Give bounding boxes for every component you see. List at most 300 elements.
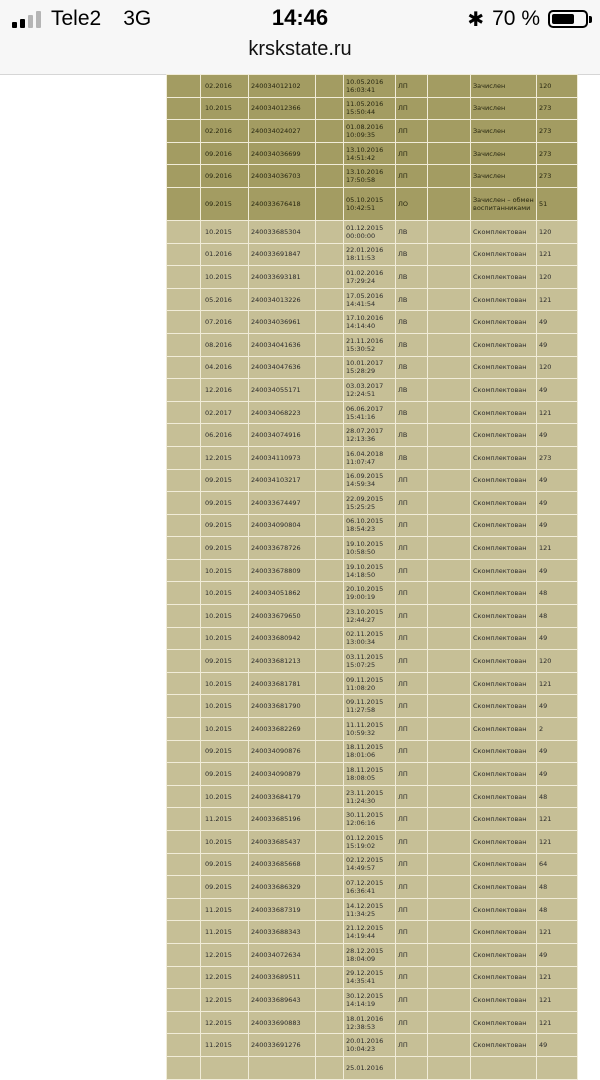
table-row xyxy=(167,266,578,289)
cell-blank xyxy=(428,921,471,944)
table-row xyxy=(167,582,578,605)
cell-application-number: 240034047636 xyxy=(249,356,316,379)
cell-blank xyxy=(316,785,344,808)
cell-blank xyxy=(428,492,471,515)
cell-application-number: 240033690883 xyxy=(249,1011,316,1034)
cell-group: 121 xyxy=(537,401,578,424)
cell-type: ЛВ xyxy=(396,424,428,447)
cell-blank xyxy=(316,120,344,143)
cell-blank xyxy=(167,120,201,143)
cell-datetime: 06.10.2015 18:54:23 xyxy=(344,514,396,537)
cell-application-number: 240034036699 xyxy=(249,142,316,165)
cell-datetime: 03.11.2015 15:07:25 xyxy=(344,650,396,673)
cell-period: 09.2015 xyxy=(201,469,249,492)
cell-status: Скомплектован xyxy=(471,514,537,537)
table-row xyxy=(167,1011,578,1034)
cell-blank xyxy=(167,1011,201,1034)
cell-blank xyxy=(167,401,201,424)
cell-period: 10.2015 xyxy=(201,831,249,854)
cell-status: Скомплектован xyxy=(471,288,537,311)
cell-status: Скомплектован xyxy=(471,672,537,695)
cell-application-number: 240033681790 xyxy=(249,695,316,718)
cell-datetime: 22.09.2015 15:25:25 xyxy=(344,492,396,515)
cell-application-number: 240033688343 xyxy=(249,921,316,944)
battery-icon xyxy=(548,10,588,28)
cell-blank xyxy=(316,876,344,899)
cell-type xyxy=(396,1056,428,1079)
table-row xyxy=(167,401,578,424)
cell-application-number xyxy=(249,1056,316,1079)
cell-period: 12.2016 xyxy=(201,379,249,402)
cell-blank xyxy=(428,1011,471,1034)
cell-status: Скомплектован xyxy=(471,559,537,582)
table-row xyxy=(167,559,578,582)
cell-blank xyxy=(316,165,344,188)
status-right xyxy=(467,6,588,32)
cell-application-number: 240033674497 xyxy=(249,492,316,515)
cell-group: 49 xyxy=(537,469,578,492)
cell-blank xyxy=(167,763,201,786)
cell-datetime: 09.11.2015 11:08:20 xyxy=(344,672,396,695)
cell-period: 01.2016 xyxy=(201,243,249,266)
table-row xyxy=(167,333,578,356)
cell-period: 09.2015 xyxy=(201,876,249,899)
table-row xyxy=(167,876,578,899)
cell-blank xyxy=(316,401,344,424)
table-row xyxy=(167,165,578,188)
cell-group: 120 xyxy=(537,220,578,243)
cell-blank xyxy=(428,898,471,921)
cell-status: Скомплектован xyxy=(471,831,537,854)
cell-application-number: 240033686329 xyxy=(249,876,316,899)
cell-status: Скомплектован xyxy=(471,876,537,899)
cell-status: Скомплектован xyxy=(471,695,537,718)
table-row xyxy=(167,740,578,763)
cell-type: ЛП xyxy=(396,142,428,165)
cell-blank xyxy=(167,537,201,560)
cell-blank xyxy=(428,446,471,469)
cell-datetime: 17.05.2016 14:41:54 xyxy=(344,288,396,311)
cell-period: 11.2015 xyxy=(201,1034,249,1057)
cell-type: ЛВ xyxy=(396,243,428,266)
cell-period: 09.2015 xyxy=(201,763,249,786)
cell-datetime: 01.12.2015 00:00:00 xyxy=(344,220,396,243)
cell-blank xyxy=(167,97,201,120)
cell-blank xyxy=(428,695,471,718)
cell-group: 49 xyxy=(537,492,578,515)
cell-datetime: 21.11.2016 15:30:52 xyxy=(344,333,396,356)
cell-status: Скомплектован xyxy=(471,492,537,515)
cell-blank xyxy=(428,514,471,537)
cell-blank xyxy=(428,356,471,379)
cell-datetime: 13.10.2016 14:51:42 xyxy=(344,142,396,165)
cell-blank xyxy=(316,187,344,220)
cell-type: ЛВ xyxy=(396,266,428,289)
cell-datetime: 20.01.2016 10:04:23 xyxy=(344,1034,396,1057)
cell-blank xyxy=(167,356,201,379)
cell-datetime: 16.04.2018 11:07:47 xyxy=(344,446,396,469)
table-row xyxy=(167,943,578,966)
cell-type: ЛП xyxy=(396,672,428,695)
cell-period: 07.2016 xyxy=(201,311,249,334)
cell-application-number: 240033689643 xyxy=(249,989,316,1012)
cell-application-number: 240034012102 xyxy=(249,75,316,98)
cell-status: Зачислен xyxy=(471,142,537,165)
cell-datetime: 01.02.2016 17:29:24 xyxy=(344,266,396,289)
cell-status: Скомплектован xyxy=(471,401,537,424)
cell-type: ЛП xyxy=(396,1034,428,1057)
cell-datetime: 11.11.2015 10:59:32 xyxy=(344,718,396,741)
cell-datetime: 18.01.2016 12:38:53 xyxy=(344,1011,396,1034)
cell-blank xyxy=(428,876,471,899)
cell-blank xyxy=(428,165,471,188)
cell-type: ЛП xyxy=(396,943,428,966)
cell-blank xyxy=(316,650,344,673)
cell-application-number: 240033685668 xyxy=(249,853,316,876)
cell-datetime: 16.09.2015 14:59:34 xyxy=(344,469,396,492)
cell-status: Скомплектован xyxy=(471,266,537,289)
table-row xyxy=(167,627,578,650)
cell-datetime: 10.05.2016 16:03:41 xyxy=(344,75,396,98)
cell-group: 273 xyxy=(537,165,578,188)
cell-group: 120 xyxy=(537,650,578,673)
cell-application-number: 240033689511 xyxy=(249,966,316,989)
table-row xyxy=(167,446,578,469)
cell-blank xyxy=(167,808,201,831)
cell-blank xyxy=(316,142,344,165)
cell-group: 49 xyxy=(537,333,578,356)
cell-blank xyxy=(316,492,344,515)
cell-blank xyxy=(316,559,344,582)
cell-period: 10.2015 xyxy=(201,672,249,695)
cell-status: Скомплектован xyxy=(471,785,537,808)
cell-blank xyxy=(167,898,201,921)
cell-status: Скомплектован xyxy=(471,1034,537,1057)
cell-group: 120 xyxy=(537,75,578,98)
bluetooth-icon: ✱ xyxy=(467,8,485,31)
cell-status: Зачислен – обмен воспитанниками xyxy=(471,187,537,220)
cell-period: 12.2015 xyxy=(201,446,249,469)
cell-status: Скомплектован xyxy=(471,763,537,786)
cell-blank xyxy=(316,831,344,854)
cell-blank xyxy=(167,266,201,289)
cell-datetime: 07.12.2015 16:36:41 xyxy=(344,876,396,899)
table-row xyxy=(167,120,578,143)
cell-blank xyxy=(167,469,201,492)
cell-type: ЛП xyxy=(396,853,428,876)
cell-period: 11.2015 xyxy=(201,921,249,944)
cell-datetime: 30.12.2015 14:14:19 xyxy=(344,989,396,1012)
table-row xyxy=(167,989,578,1012)
cell-type: ЛВ xyxy=(396,401,428,424)
table-row xyxy=(167,921,578,944)
cell-blank xyxy=(167,220,201,243)
cell-period: 09.2015 xyxy=(201,187,249,220)
cell-datetime: 22.01.2016 18:11:53 xyxy=(344,243,396,266)
cell-blank xyxy=(428,740,471,763)
cell-period: 10.2015 xyxy=(201,559,249,582)
cell-blank xyxy=(167,559,201,582)
table-row xyxy=(167,785,578,808)
cell-status: Скомплектован xyxy=(471,966,537,989)
cell-datetime: 09.11.2015 11:27:58 xyxy=(344,695,396,718)
cell-group: 121 xyxy=(537,672,578,695)
cell-group: 121 xyxy=(537,808,578,831)
cell-type: ЛВ xyxy=(396,288,428,311)
cell-datetime: 29.12.2015 14:35:41 xyxy=(344,966,396,989)
cell-blank xyxy=(428,288,471,311)
table-row xyxy=(167,853,578,876)
cell-period: 10.2015 xyxy=(201,97,249,120)
cell-type: ЛП xyxy=(396,785,428,808)
cell-blank xyxy=(316,763,344,786)
cell-blank xyxy=(428,537,471,560)
cell-blank xyxy=(167,379,201,402)
cell-status: Скомплектован xyxy=(471,379,537,402)
cell-blank xyxy=(428,469,471,492)
table-row xyxy=(167,424,578,447)
cell-type: ЛП xyxy=(396,966,428,989)
cell-blank xyxy=(316,605,344,628)
cell-status: Скомплектован xyxy=(471,424,537,447)
cell-datetime: 19.10.2015 14:18:50 xyxy=(344,559,396,582)
cell-blank xyxy=(316,220,344,243)
cell-datetime: 05.10.2015 10:42:51 xyxy=(344,187,396,220)
cell-group: 49 xyxy=(537,943,578,966)
cell-blank xyxy=(167,142,201,165)
cell-blank xyxy=(167,1034,201,1057)
cell-blank xyxy=(167,650,201,673)
cell-blank xyxy=(316,943,344,966)
cell-status: Скомплектован xyxy=(471,446,537,469)
table-row xyxy=(167,187,578,220)
cell-type: ЛП xyxy=(396,559,428,582)
cell-status: Скомплектован xyxy=(471,718,537,741)
cell-blank xyxy=(316,288,344,311)
cell-blank xyxy=(316,718,344,741)
cell-datetime: 20.10.2015 19:00:19 xyxy=(344,582,396,605)
cell-group xyxy=(537,1056,578,1079)
cell-blank xyxy=(316,921,344,944)
cell-blank xyxy=(428,650,471,673)
cell-application-number: 240034074916 xyxy=(249,424,316,447)
cell-application-number: 240034090804 xyxy=(249,514,316,537)
cell-type: ЛП xyxy=(396,989,428,1012)
cell-blank xyxy=(316,333,344,356)
cell-blank xyxy=(167,165,201,188)
cell-blank xyxy=(167,1056,201,1079)
cell-status: Скомплектован xyxy=(471,333,537,356)
cell-datetime: 23.11.2015 11:24:30 xyxy=(344,785,396,808)
cell-blank xyxy=(428,120,471,143)
cell-blank xyxy=(428,785,471,808)
cell-period: 02.2016 xyxy=(201,120,249,143)
cell-group: 121 xyxy=(537,288,578,311)
cell-blank xyxy=(316,97,344,120)
cell-datetime: 23.10.2015 12:44:27 xyxy=(344,605,396,628)
network-type: 3G xyxy=(123,7,152,30)
cell-blank xyxy=(316,853,344,876)
cell-type: ЛО xyxy=(396,187,428,220)
cell-blank xyxy=(167,921,201,944)
cell-blank xyxy=(167,740,201,763)
cell-group: 273 xyxy=(537,97,578,120)
cell-period: 10.2015 xyxy=(201,220,249,243)
cell-datetime: 25.01.2016 xyxy=(344,1056,396,1079)
cell-blank xyxy=(316,966,344,989)
cell-group: 273 xyxy=(537,120,578,143)
cell-type: ЛП xyxy=(396,1011,428,1034)
cell-group: 48 xyxy=(537,785,578,808)
cell-group: 49 xyxy=(537,379,578,402)
cell-application-number: 240033682269 xyxy=(249,718,316,741)
cell-application-number: 240033685437 xyxy=(249,831,316,854)
cell-group: 120 xyxy=(537,356,578,379)
cell-blank xyxy=(316,514,344,537)
cell-blank xyxy=(428,853,471,876)
cell-period: 09.2015 xyxy=(201,492,249,515)
cell-blank xyxy=(428,943,471,966)
cell-type: ЛП xyxy=(396,514,428,537)
cell-type: ЛП xyxy=(396,492,428,515)
table-row xyxy=(167,808,578,831)
table-row xyxy=(167,718,578,741)
cell-blank xyxy=(167,424,201,447)
cell-application-number: 240034110973 xyxy=(249,446,316,469)
cell-status: Скомплектован xyxy=(471,537,537,560)
table-row xyxy=(167,75,578,98)
cell-status: Скомплектован xyxy=(471,605,537,628)
cell-datetime: 21.12.2015 14:19:44 xyxy=(344,921,396,944)
cell-status: Скомплектован xyxy=(471,243,537,266)
cell-blank xyxy=(316,695,344,718)
cell-blank xyxy=(316,582,344,605)
cell-blank xyxy=(428,243,471,266)
cell-group: 49 xyxy=(537,1034,578,1057)
cell-datetime: 18.11.2015 18:01:06 xyxy=(344,740,396,763)
cell-status: Скомплектован xyxy=(471,582,537,605)
cell-application-number: 240033691847 xyxy=(249,243,316,266)
cell-type: ЛП xyxy=(396,718,428,741)
battery-percent: 70 % xyxy=(492,7,540,30)
cell-period xyxy=(201,1056,249,1079)
cell-datetime: 06.06.2017 15:41:16 xyxy=(344,401,396,424)
cell-application-number: 240034090879 xyxy=(249,763,316,786)
queue-table xyxy=(166,74,569,1080)
cell-group: 120 xyxy=(537,266,578,289)
cell-application-number: 240033681213 xyxy=(249,650,316,673)
table-row xyxy=(167,356,578,379)
cell-blank xyxy=(167,243,201,266)
cell-blank xyxy=(428,379,471,402)
table-row xyxy=(167,288,578,311)
cell-application-number: 240034055171 xyxy=(249,379,316,402)
cell-group: 49 xyxy=(537,514,578,537)
cell-datetime: 01.12.2015 15:19:02 xyxy=(344,831,396,854)
cell-application-number: 240033678809 xyxy=(249,559,316,582)
table-row xyxy=(167,379,578,402)
table-row xyxy=(167,469,578,492)
cell-period: 02.2016 xyxy=(201,75,249,98)
table-row xyxy=(167,537,578,560)
cell-datetime: 28.12.2015 18:04:09 xyxy=(344,943,396,966)
cell-blank xyxy=(167,75,201,98)
table-row xyxy=(167,966,578,989)
cell-application-number: 240034041636 xyxy=(249,333,316,356)
address-bar-url[interactable]: krskstate.ru xyxy=(248,38,352,60)
cell-period: 12.2015 xyxy=(201,966,249,989)
cell-type: ЛП xyxy=(396,831,428,854)
cell-blank xyxy=(316,311,344,334)
cell-datetime: 03.03.2017 12:24:51 xyxy=(344,379,396,402)
cell-period: 09.2016 xyxy=(201,142,249,165)
cell-blank xyxy=(428,333,471,356)
table-row xyxy=(167,1034,578,1057)
cell-application-number: 240033685196 xyxy=(249,808,316,831)
cell-blank xyxy=(316,989,344,1012)
cell-group: 49 xyxy=(537,424,578,447)
cell-blank xyxy=(428,75,471,98)
cell-period: 12.2015 xyxy=(201,989,249,1012)
cell-blank xyxy=(167,695,201,718)
cell-application-number: 240033693181 xyxy=(249,266,316,289)
cell-application-number: 240033685304 xyxy=(249,220,316,243)
cell-period: 10.2015 xyxy=(201,718,249,741)
cell-application-number: 240034090876 xyxy=(249,740,316,763)
table-row xyxy=(167,142,578,165)
cell-blank xyxy=(316,740,344,763)
cell-blank xyxy=(167,876,201,899)
cell-application-number: 240033676418 xyxy=(249,187,316,220)
cell-blank xyxy=(428,605,471,628)
cell-group: 121 xyxy=(537,1011,578,1034)
cell-type: ЛП xyxy=(396,740,428,763)
cell-blank xyxy=(167,333,201,356)
cell-type: ЛП xyxy=(396,605,428,628)
cell-datetime: 18.11.2015 18:08:05 xyxy=(344,763,396,786)
cell-type: ЛВ xyxy=(396,220,428,243)
cell-blank xyxy=(316,627,344,650)
cell-type: ЛП xyxy=(396,650,428,673)
cell-period: 10.2015 xyxy=(201,582,249,605)
cell-blank xyxy=(316,356,344,379)
cell-group: 48 xyxy=(537,898,578,921)
cell-blank xyxy=(167,718,201,741)
cell-application-number: 240033679650 xyxy=(249,605,316,628)
cell-group: 49 xyxy=(537,740,578,763)
cell-period: 09.2015 xyxy=(201,853,249,876)
cell-blank xyxy=(167,853,201,876)
cell-blank xyxy=(167,831,201,854)
cell-type: ЛВ xyxy=(396,333,428,356)
cell-status: Скомплектован xyxy=(471,356,537,379)
cell-status: Зачислен xyxy=(471,120,537,143)
cell-blank xyxy=(316,1056,344,1079)
cell-type: ЛВ xyxy=(396,379,428,402)
cell-blank xyxy=(428,718,471,741)
cell-blank xyxy=(167,288,201,311)
cell-type: ЛП xyxy=(396,75,428,98)
cell-blank xyxy=(167,311,201,334)
table-row xyxy=(167,311,578,334)
cell-period: 04.2016 xyxy=(201,356,249,379)
table-row xyxy=(167,763,578,786)
cell-blank xyxy=(428,311,471,334)
table-row xyxy=(167,514,578,537)
cell-application-number: 240034036703 xyxy=(249,165,316,188)
cell-blank xyxy=(428,1056,471,1079)
cell-application-number: 240034013226 xyxy=(249,288,316,311)
